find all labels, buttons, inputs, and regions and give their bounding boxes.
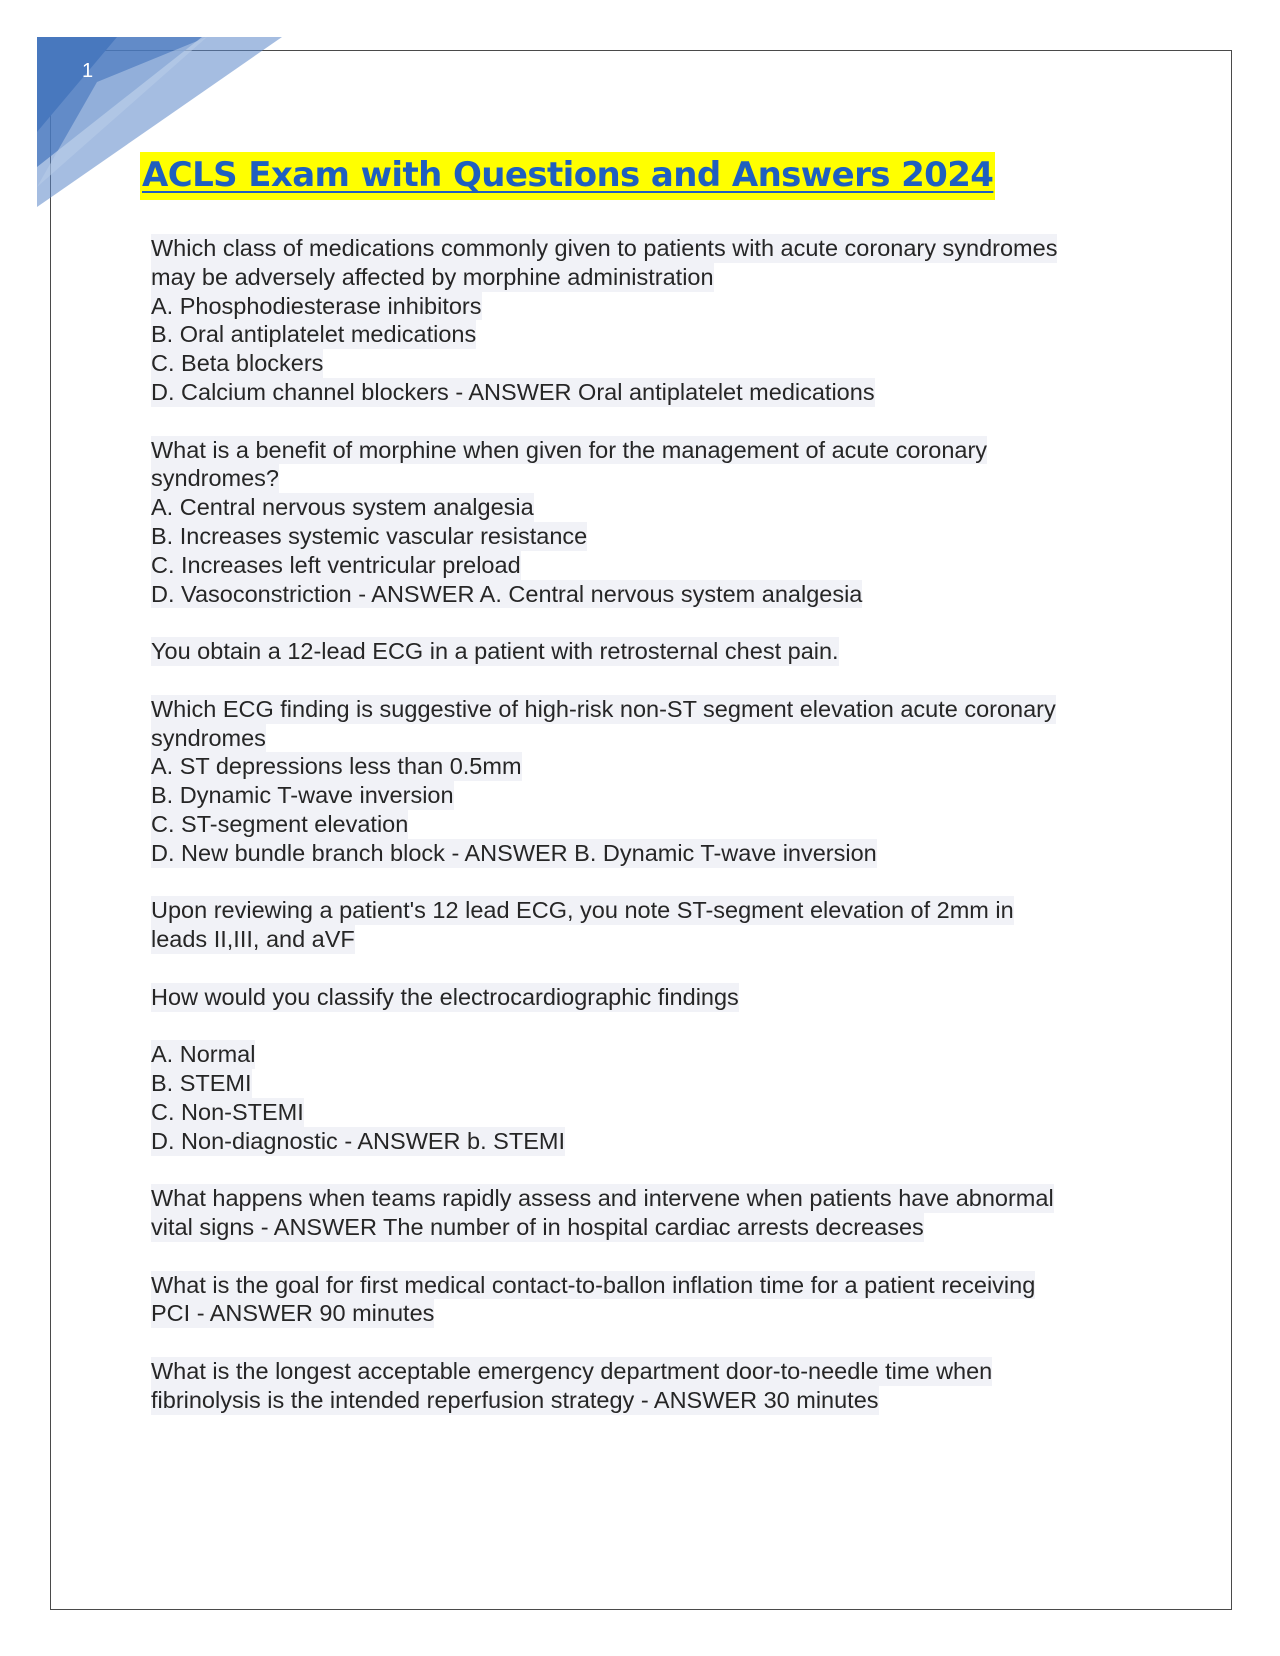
text-line: How would you classify the electrocardiographic findings [151,983,739,1010]
answer-line: fibrinolysis is the intended reperfusion strategy - ANSWER 30 minutes [151,1386,879,1413]
text-line: syndromes? [151,465,279,492]
text-line: Upon reviewing a patient's 12 lead ECG, you note ST-segment elevation of 2mm in [151,897,1014,924]
question-block [151,1040,1151,1155]
option-line: B. Dynamic T-wave inversion [151,782,454,809]
option-line: C. Increases left ventricular preload [151,551,521,578]
text-line: leads II,III, and aVF [151,926,355,953]
text-line: syndromes [151,724,266,751]
option-line: B. STEMI [151,1070,252,1097]
text-line: may be adversely affected by morphine administration [151,263,714,290]
question-block [151,983,1151,1012]
text-line: Which class of medications commonly given to patients with acute coronary syndromes [151,235,1058,261]
answer-line: vital signs - ANSWER The number of in hospital cardiac arrests decreases [151,1214,924,1241]
question-block [151,1271,1151,1329]
answer-line: D. Vasoconstriction - ANSWER A. Central nervous system analgesia [151,580,863,607]
answer-line: D. New bundle branch block - ANSWER B. Dynamic T-wave inversion [151,839,877,866]
text-line: What is the longest acceptable emergency department door-to-needle time when [151,1358,993,1385]
document-title: ACLS Exam with Questions and Answers 2024 [140,152,995,200]
option-line: B. Oral antiplatelet medications [151,321,477,348]
question-list [151,234,1151,1443]
option-line: C. Beta blockers [151,350,324,377]
text-line: You obtain a 12-lead ECG in a patient with retrosternal chest pain. [151,638,839,665]
option-line: A. ST depressions less than 0.5mm [151,753,522,780]
question-block [151,1357,1151,1415]
option-line: A. Normal [151,1041,256,1068]
question-block [151,234,1151,407]
answer-line: D. Non-diagnostic - ANSWER b. STEMI [151,1127,565,1154]
option-line: B. Increases systemic vascular resistance [151,522,588,549]
option-line: A. Phosphodiesterase inhibitors [151,292,482,319]
option-line: C. ST-segment elevation [151,810,409,837]
text-line: Which ECG finding is suggestive of high-risk non-ST segment elevation acute coronary [151,695,1056,722]
question-block [151,1184,1151,1242]
text-line: What is a benefit of morphine when given for the management of acute coronary [151,436,988,463]
question-block [151,637,1151,666]
answer-line: PCI - ANSWER 90 minutes [151,1300,435,1327]
answer-line: D. Calcium channel blockers - ANSWER Oral antiplatelet medications [151,378,875,405]
option-line: C. Non-STEMI [151,1098,304,1125]
page-number: 1 [82,60,94,82]
text-line: What is the goal for first medical contact-to-ballon inflation time for a patient receiving [151,1271,1036,1298]
question-block [151,896,1151,954]
option-line: A. Central nervous system analgesia [151,494,534,521]
question-block [151,695,1151,868]
question-block [151,436,1151,609]
text-line: What happens when teams rapidly assess and intervene when patients have abnormal [151,1185,1054,1212]
